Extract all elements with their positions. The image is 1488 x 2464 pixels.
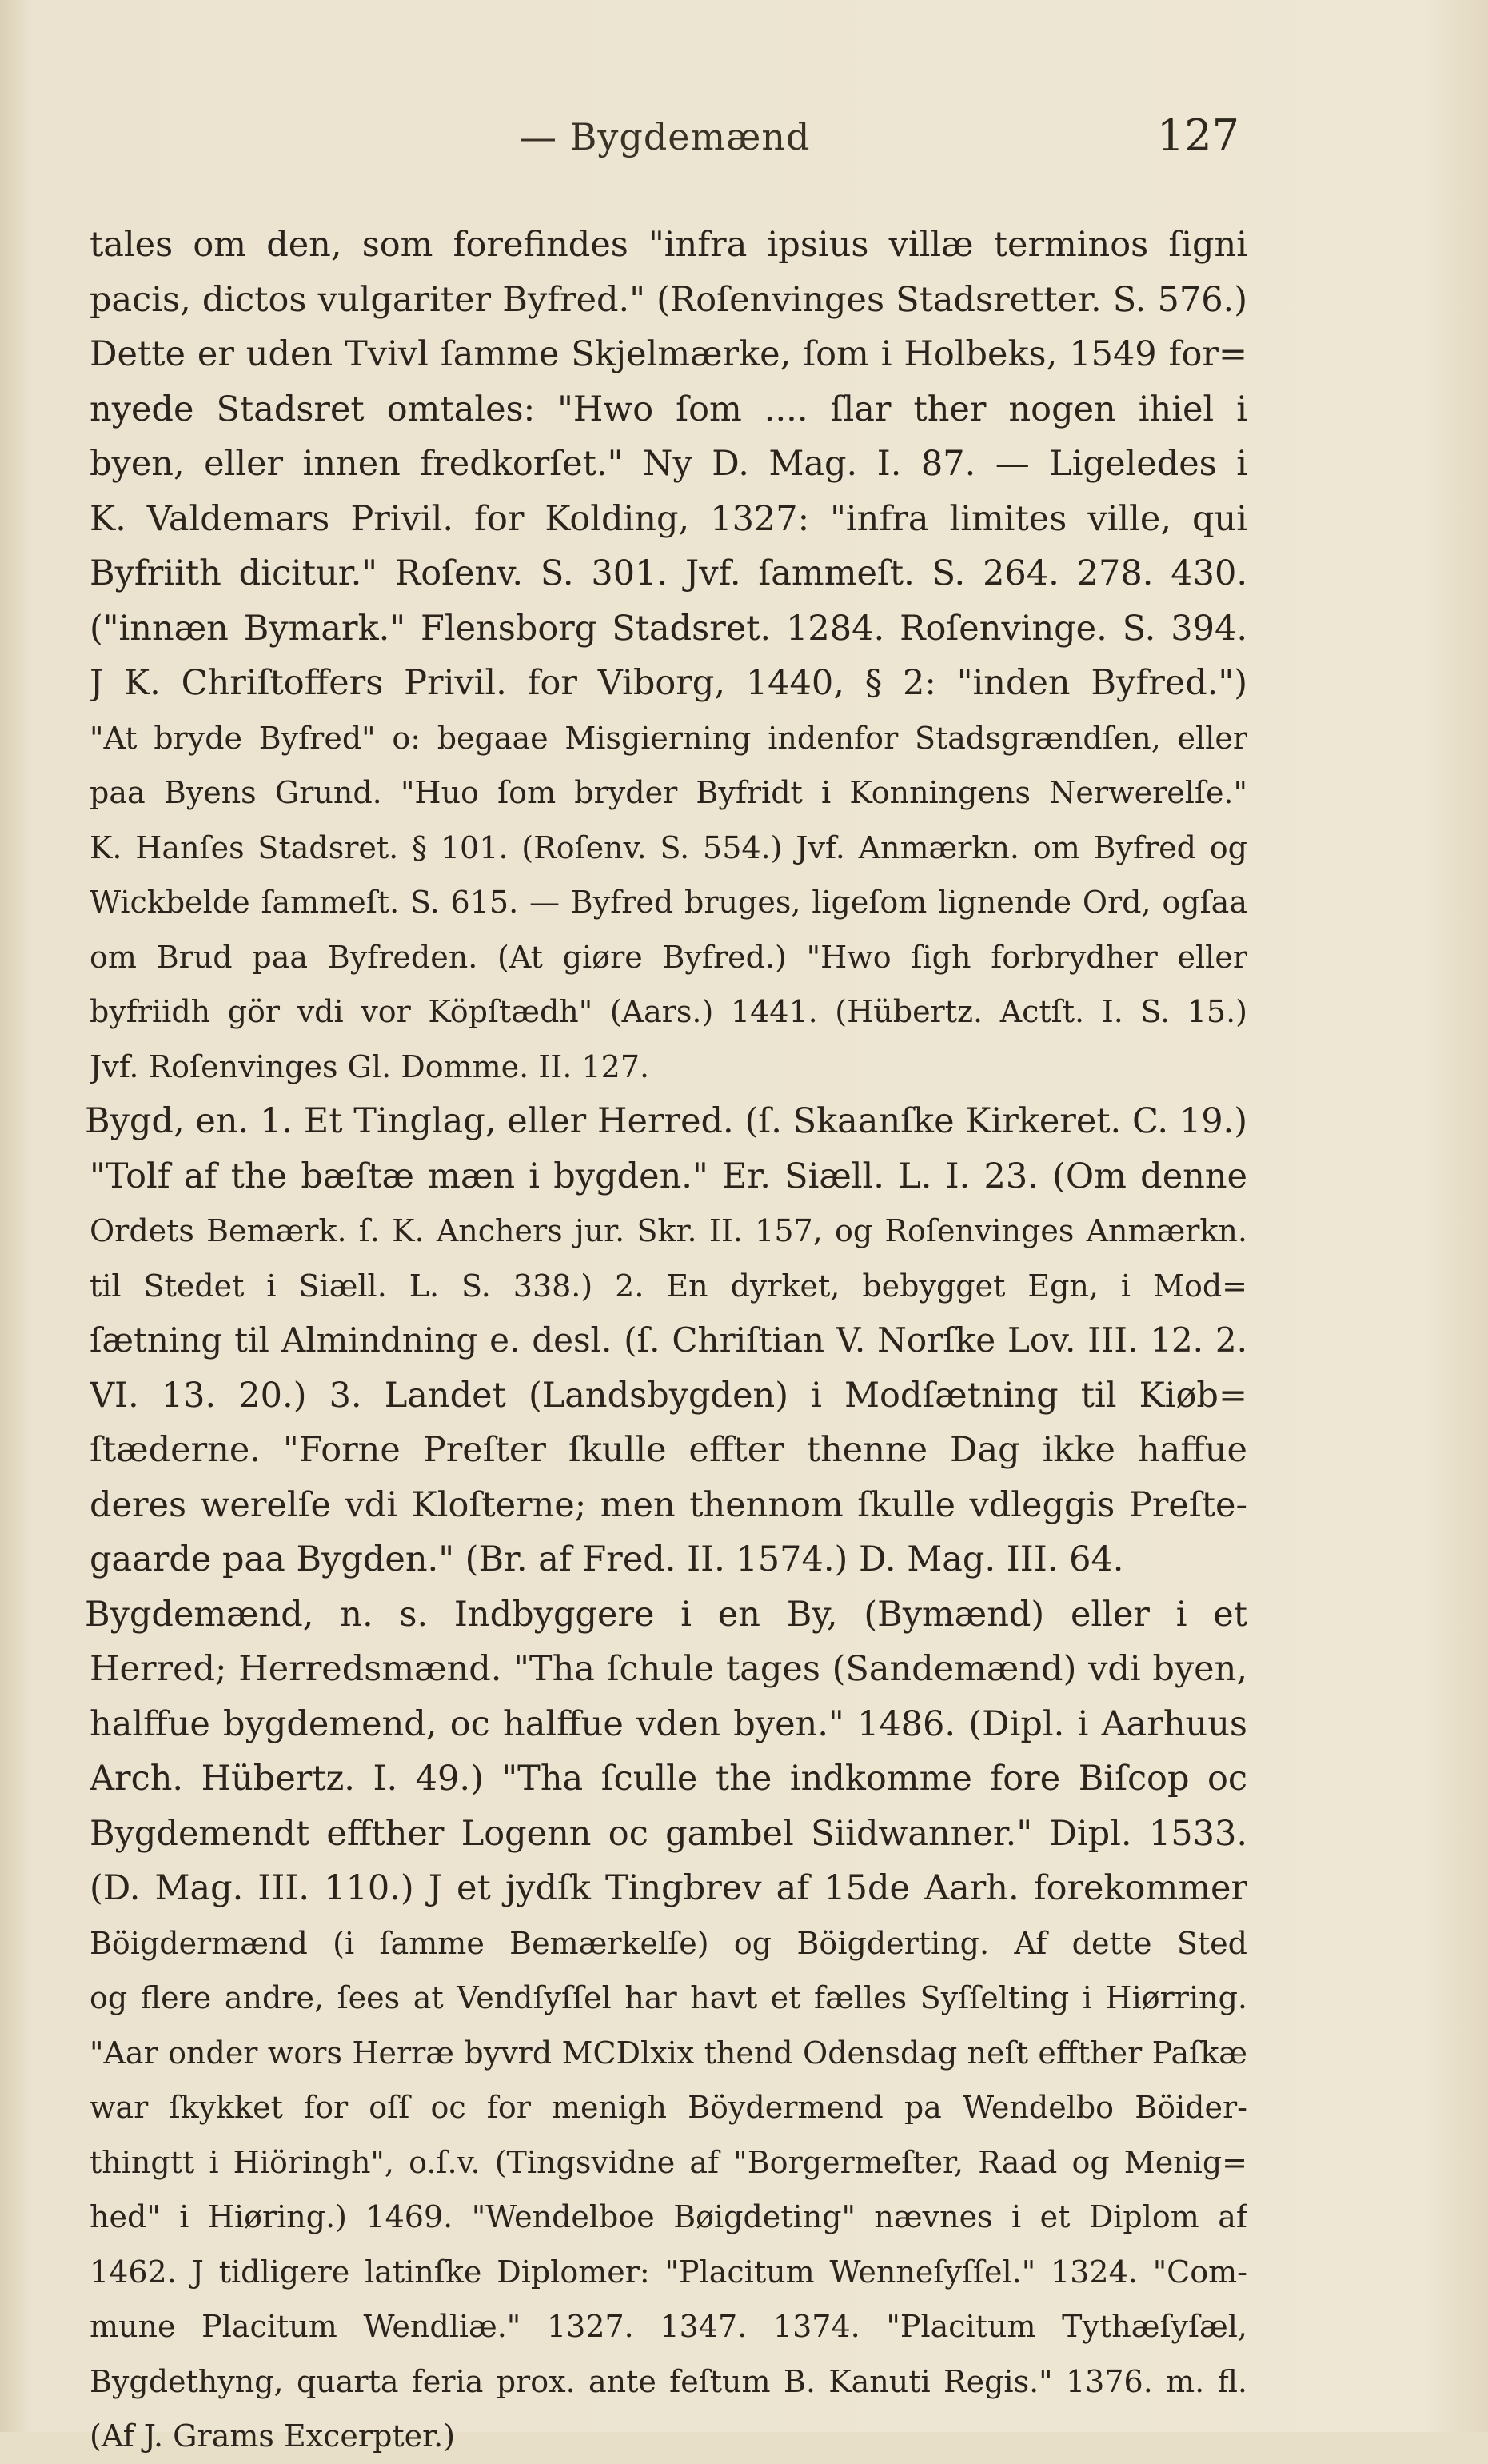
text-line: ſtæderne. "Forne Preſter ſkulle effter thenne Dag ikke haffue bbox=[90, 1430, 1247, 1470]
text-line: hed" i Hiøring.) 1469. "Wendelboe Bøigdeting" nævnes i et Diplom af bbox=[90, 2199, 1247, 2234]
text-line: VI. 13. 20.) 3. Landet (Landsbygden) i Modſætning til Kiøb= bbox=[90, 1375, 1247, 1416]
text-line: byfriidh gör vdi vor Köpſtædh" (Aars.) 1441. (Hübertz. Actſt. I. S. 15.) bbox=[90, 994, 1247, 1029]
text-line: "At bryde Byfred" o: begaae Misgierning indenfor Stadsgrændſen, eller bbox=[90, 720, 1247, 756]
text-line: 1462. J tidligere latinſke Diplomer: "Placitum Wenneſyſſel." 1324. "Com- bbox=[90, 2254, 1247, 2290]
page-number: 127 bbox=[1156, 110, 1239, 161]
text-line: pacis, dictos vulgariter Byfred." (Roſenvinges Stadsretter. S. 576.) bbox=[90, 279, 1247, 320]
text-line: Arch. Hübertz. I. 49.) "Tha ſculle the indkomme fore Biſcop oc bbox=[90, 1759, 1247, 1799]
text-line: tales om den, som forefindes "infra ipsius villæ terminos ſigni bbox=[90, 225, 1247, 265]
text-line: paa Byens Grund. "Huo ſom bryder Byfridt i Konningens Nerwerelſe." bbox=[90, 775, 1247, 810]
entry-line-bygd: Bygd, en. 1. Et Tinglag, eller Herred. (ſ. Skaanſke Kirkeret. C. 19.) bbox=[85, 1101, 1247, 1141]
body-text bbox=[85, 218, 1247, 2464]
text-line: K. Valdemars Privil. for Kolding, 1327: "infra limites ville, qui bbox=[90, 498, 1247, 539]
text-line: "Aar onder wors Herræ byvrd MCDlxix thend Odensdag neſt effther Paſkæ bbox=[90, 2035, 1247, 2071]
text-line: K. Hanſes Stadsret. § 101. (Roſenv. S. 554.) Jvf. Anmærkn. om Byfred og bbox=[90, 829, 1247, 865]
entry-line-bygdemaend: Bygdemænd, n. s. Indbyggere i en By, (Bymænd) eller i et bbox=[85, 1594, 1247, 1635]
text-line: Ordets Bemærk. ſ. K. Anchers jur. Skr. II. 157, og Roſenvinges Anmærkn. bbox=[90, 1213, 1247, 1248]
text-line: thingtt i Hiöringh", o.ſ.v. (Tingsvidne af "Borgermeſter, Raad og Menig= bbox=[90, 2144, 1247, 2180]
text-line: Bygdemendt effther Logenn oc gambel Siidwanner." Dipl. 1533. bbox=[90, 1813, 1247, 1854]
text-line: og flere andre, ſees at Vendſyſſel har havt et fælles Syſſelting i Hiørring. bbox=[90, 1980, 1247, 2015]
text-line: Böigdermænd (i ſamme Bemærkelſe) og Böigderting. Af dette Sted bbox=[90, 1925, 1247, 1961]
text-line: Jvf. Roſenvinges Gl. Domme. II. 127. bbox=[90, 1048, 650, 1084]
text-line: war ſkykket for oſſ oc for menigh Böydermend pa Wendelbo Böider- bbox=[90, 2090, 1247, 2125]
text-line: Dette er uden Tvivl ſamme Skjelmærke, ſom i Holbeks, 1549 for= bbox=[90, 334, 1247, 374]
text-line: om Brud paa Byfreden. (At giøre Byfred.) "Hwo ſigh forbrydher eller bbox=[90, 939, 1247, 975]
text-line: ("innæn Bymark." Flensborg Stadsret. 1284. Roſenvinge. S. 394. bbox=[90, 608, 1247, 649]
text-line: Wickbelde ſammeſt. S. 615. — Byfred bruges, ligeſom lignende Ord, ogſaa bbox=[90, 885, 1247, 920]
text-line: nyede Stadsret omtales: "Hwo ſom .... ſlar ther nogen ihiel i bbox=[90, 389, 1247, 429]
text-line: J K. Chriſtoffers Privil. for Viborg, 1440, § 2: "inden Byfred.") bbox=[90, 663, 1247, 703]
text-line: Byfriith dicitur." Roſenv. S. 301. Jvf. ſammeſt. S. 264. 278. 430. bbox=[90, 553, 1247, 593]
text-line: Bygdethyng, quarta feria prox. ante feſtum B. Kanuti Regis." 1376. m. fl. bbox=[90, 2363, 1247, 2399]
text-line: til Stedet i Siæll. L. S. 338.) 2. En dyrket, bebygget Egn, i Mod= bbox=[90, 1268, 1247, 1304]
text-line: "Tolf af the bæſtæ mæn i bygden." Er. Siæll. L. I. 23. (Om denne bbox=[90, 1156, 1247, 1196]
text-line: byen, eller innen fredkorſet." Ny D. Mag. I. 87. — Ligeledes i bbox=[90, 444, 1247, 484]
text-line: (Af J. Grams Excerpter.) bbox=[90, 2418, 456, 2454]
text-line: ſætning til Almindning e. desl. (ſ. Chriſtian V. Norſke Lov. III. 12. 2. bbox=[90, 1320, 1247, 1360]
text-line: (D. Mag. III. 110.) J et jydſk Tingbrev af 15de Aarh. forekommer bbox=[90, 1868, 1247, 1908]
text-line: deres werelſe vdi Kloſterne; men thennom ſkulle vdleggis Preſte- bbox=[90, 1484, 1247, 1525]
text-line: gaarde paa Bygden." (Br. af Fred. II. 1574.) D. Mag. III. 64. bbox=[90, 1540, 1124, 1579]
text-line: mune Placitum Wendliæ." 1327. 1347. 1374. "Placitum Tythæſyſæl, bbox=[90, 2309, 1247, 2344]
text-line: halffue bygdemend, oc halffue vden byen." 1486. (Dipl. i Aarhuus bbox=[90, 1703, 1247, 1744]
page-header bbox=[88, 110, 1239, 166]
text-line: Herred; Herredsmænd. "Tha ſchule tages (Sandemænd) vdi byen, bbox=[90, 1649, 1247, 1689]
running-head: — Bygdemænd bbox=[520, 115, 811, 158]
